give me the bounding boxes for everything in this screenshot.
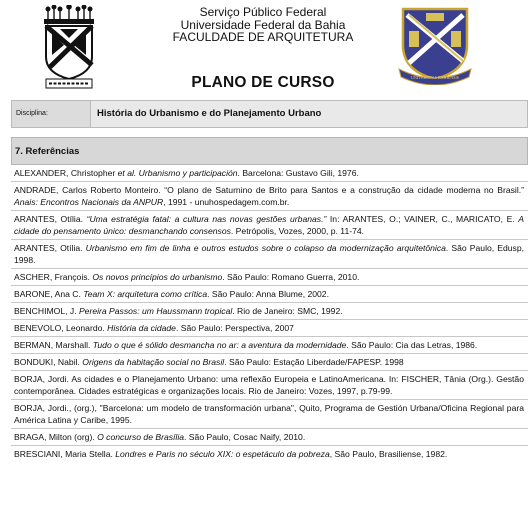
reference-item: ANDRADE, Carlos Roberto Monteiro. “O plano de Saturnino de Brito para Santos e a construção da cidade moderna no Brasil.” Anais: Encontros Nacionais da ANPUR, 1991 - unuhospedagem.com.br. bbox=[11, 182, 528, 211]
disciplina-row bbox=[11, 100, 528, 128]
document-title: PLANO DE CURSO bbox=[191, 74, 335, 91]
header-line-2: Universidade Federal da Bahia bbox=[180, 17, 346, 32]
ufba-crest-logo bbox=[40, 5, 98, 91]
reference-item: BERMAN, Marshall. Tudo o que é sólido desmancha no ar: a aventura da modernidade. São Paulo: Cia das Letras, 1986. bbox=[11, 337, 528, 354]
disciplina-value: História do Urbanismo e do Planejamento Urbano bbox=[91, 100, 528, 128]
university-seal-logo bbox=[395, 5, 475, 85]
reference-item: BARONE, Ana C. Team X: arquitetura como crítica. São Paulo: Anna Blume, 2002. bbox=[11, 286, 528, 303]
reference-item: BENCHIMOL, J. Pereira Passos: um Haussmann tropical. Rio de Janeiro: SMC, 1992. bbox=[11, 303, 528, 320]
reference-item: ASCHER, François. Os novos princípios do urbanismo. São Paulo: Romano Guerra, 2010. bbox=[11, 269, 528, 286]
document-header bbox=[0, 0, 528, 100]
reference-item: BONDUKI, Nabil. Origens da habitação social no Brasil. São Paulo: Estação Liberdade/FAPESP. 1998 bbox=[11, 354, 528, 371]
disciplina-label: Disciplina: bbox=[11, 100, 91, 128]
header-line-1: Serviço Público Federal bbox=[199, 5, 327, 19]
references-list bbox=[11, 165, 528, 462]
reference-item: BORJA, Jordi. As cidades e o Planejamento Urbano: uma reflexão Europeia e LatinoAmericana. In: FISCHER, Tânia (Org.). Gestão contemporânea. Cidades estratégicas e organizações locais. Rio de Janeiro: Vozes, 1997, p.79-99. bbox=[11, 371, 528, 400]
reference-item: BRAGA, Milton (org). O concurso de Brasília. São Paulo, Cosac Naify, 2010. bbox=[11, 429, 528, 446]
reference-item: ALEXANDER, Christopher et al. Urbanismo y participación. Barcelona: Gustavo Gili, 1976. bbox=[11, 165, 528, 182]
reference-item: ARANTES, Otília. Urbanismo em fim de linha e outros estudos sobre o colapso da modernização arquitetônica. São Paulo, Edusp, 1998. bbox=[11, 240, 528, 269]
header-line-3: FACULDADE DE ARQUITETURA bbox=[172, 30, 354, 44]
reference-item: BENEVOLO, Leonardo. História da cidade. São Paulo: Perspectiva, 2007 bbox=[11, 320, 528, 337]
reference-item: BRESCIANI, Maria Stella. Londres e Paris no século XIX: o espetáculo da pobreza, São Paulo, Brasiliense, 1982. bbox=[14, 449, 448, 459]
reference-item: BORJA, Jordi., (org.), "Barcelona: um modelo de transformación urbana", Quito, Programa de Gestión Urbana/Oficina Regional para América Latina y Caribe, 1995. bbox=[11, 400, 528, 429]
reference-item: ARANTES, Otília. “Uma estratégia fatal: a cultura nas novas gestões urbanas.” In: ARANTES, O.; VAINER, C., MARICATO, E. A cidade do pensamento único: desmanchando consensos. Petrópolis, Vozes, 2000, p. 11-74. bbox=[11, 211, 528, 240]
section-heading: 7. Referências bbox=[11, 137, 528, 165]
svg-text:UNIVERSITAS BAHIENSIS: UNIVERSITAS BAHIENSIS bbox=[411, 75, 459, 80]
